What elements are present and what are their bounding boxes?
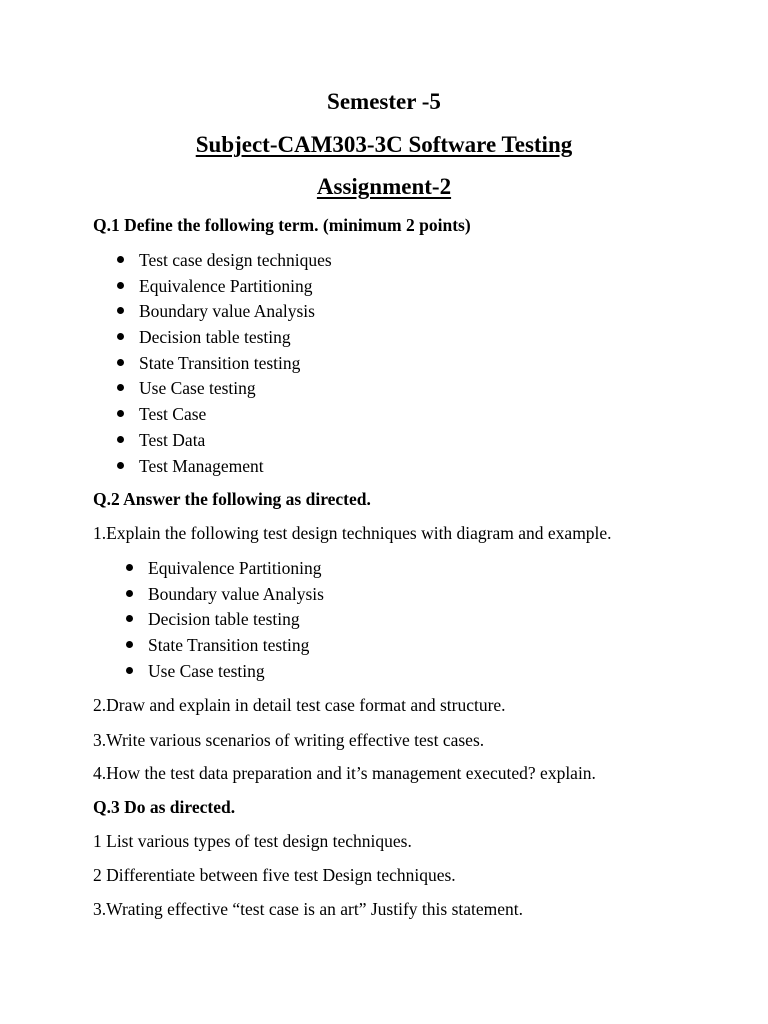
q3-line-2: 2 Differentiate between five test Design techniques. [93, 865, 456, 885]
bullet-icon [117, 436, 124, 443]
bullet-icon [126, 564, 133, 571]
list-item: Boundary value Analysis [117, 301, 332, 327]
bullet-icon [126, 641, 133, 648]
list-item: Boundary value Analysis [126, 584, 324, 610]
semester-heading: Semester -5 [327, 89, 441, 114]
bullet-icon [117, 282, 124, 289]
q2-title: Q.2 Answer the following as directed. [93, 489, 371, 509]
list-item: Equivalence Partitioning [117, 276, 332, 302]
q1-title: Q.1 Define the following term. (minimum 2 points) [93, 215, 471, 235]
q2-line-2: 2.Draw and explain in detail test case format and structure. [93, 695, 506, 715]
bullet-icon [117, 410, 124, 417]
q2-technique-list [126, 558, 324, 686]
assignment-heading: Assignment-2 [316, 174, 452, 199]
subject-heading: Subject-CAM303-3C Software Testing [195, 132, 573, 157]
list-item: State Transition testing [126, 635, 324, 661]
bullet-icon [126, 615, 133, 622]
q3-line-1: 1 List various types of test design techniques. [93, 831, 412, 851]
list-item: Equivalence Partitioning [126, 558, 324, 584]
list-item: Decision table testing [126, 609, 324, 635]
list-item: Test Data [117, 430, 332, 456]
list-item: State Transition testing [117, 353, 332, 379]
list-item: Test Management [117, 456, 332, 482]
q2-line-3: 3.Write various scenarios of writing effective test cases. [93, 730, 485, 750]
list-item: Use Case testing [117, 378, 332, 404]
bullet-icon [117, 384, 124, 391]
q3-line-3: 3.Wrating effective “test case is an art” Justify this statement. [93, 899, 524, 919]
q2-line-4: 4.How the test data preparation and it’s management executed? explain. [93, 763, 596, 783]
q3-title: Q.3 Do as directed. [93, 797, 236, 817]
bullet-icon [117, 359, 124, 366]
bullet-icon [117, 462, 124, 469]
list-item: Test case design techniques [117, 250, 332, 276]
bullet-icon [117, 333, 124, 340]
bullet-icon [126, 590, 133, 597]
list-item: Test Case [117, 404, 332, 430]
list-item: Decision table testing [117, 327, 332, 353]
bullet-icon [117, 307, 124, 314]
list-item: Use Case testing [126, 661, 324, 687]
bullet-icon [117, 256, 124, 263]
bullet-icon [126, 667, 133, 674]
q2-intro: 1.Explain the following test design techniques with diagram and example. [93, 523, 612, 543]
q1-term-list [117, 250, 332, 481]
